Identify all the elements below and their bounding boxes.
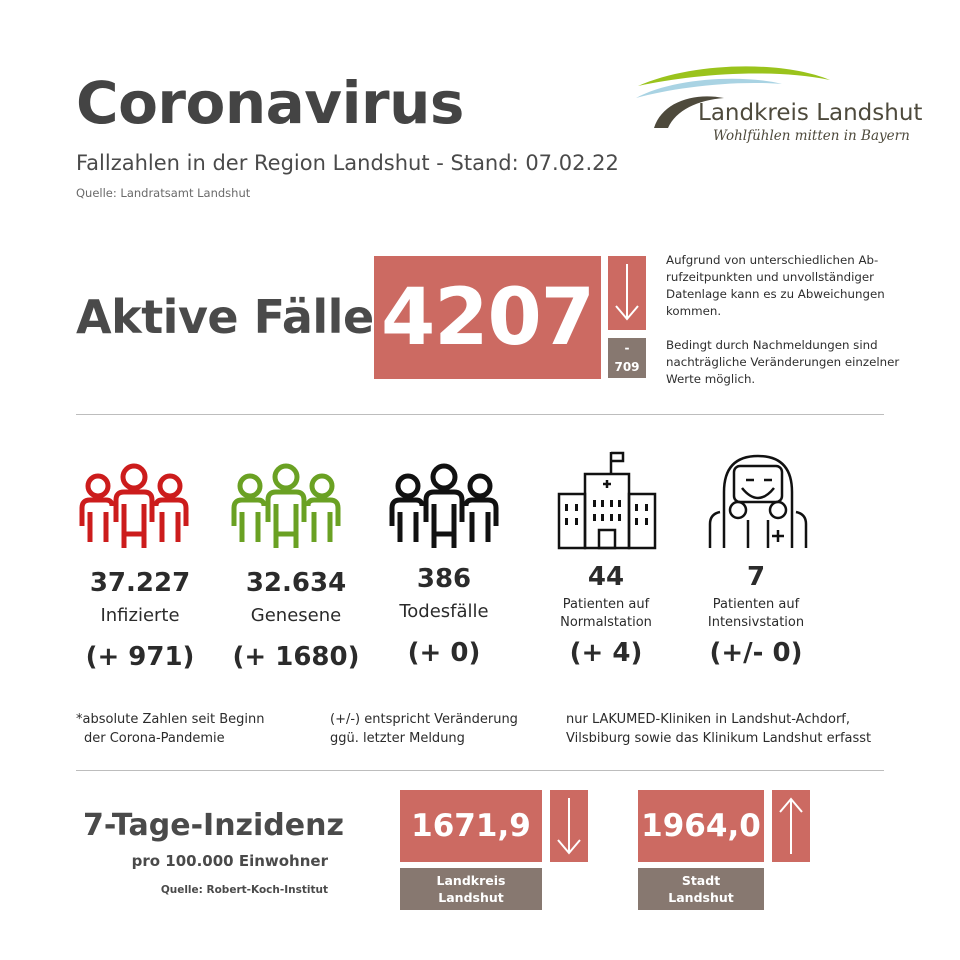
incidence-subtitle: pro 100.000 Einwohner: [131, 852, 328, 870]
deaths-change: (+ 0): [407, 638, 481, 668]
incidence-title: 7-Tage-Inzidenz: [83, 808, 344, 843]
incidence-city-region: [638, 868, 764, 910]
incidence-district-trend: [550, 790, 588, 862]
recovered-change: (+ 1680): [232, 642, 360, 672]
arrow-down-icon: [608, 256, 646, 330]
incidence-city-region-line-2: Landshut: [668, 890, 734, 905]
logo-name: Landkreis Landshut: [698, 100, 923, 126]
recovered-value: 32.634: [245, 568, 347, 598]
people-black-icon: [388, 462, 500, 552]
disclaimer-paragraph-2: Bedingt durch Nachmeldungen sind nachträgliche Veränderungen einzelner Werte möglich.: [666, 338, 900, 386]
incidence-city-region-line-1: Stadt: [681, 873, 721, 888]
divider: [76, 414, 884, 415]
disclaimer-paragraph-1: Aufgrund von unterschiedlichen Ab-rufzeitpunkten und unvollständiger Datenlage kann es zu Abweichungen kommen.: [666, 253, 885, 318]
footnote-hospitals-line-2: Vilsbiburg sowie das Klinikum Landshut erfasst: [566, 731, 872, 746]
hospital-icon: [555, 450, 659, 550]
active-cases-trend: [608, 256, 646, 330]
footnote-absolute: [76, 710, 265, 748]
icu-change: (+/- 0): [709, 638, 803, 668]
footnote-hospitals: [566, 710, 871, 748]
infected-change: (+ 971): [85, 642, 195, 672]
footnote-change-line-2: ggü. letzter Meldung: [330, 731, 465, 746]
source-note: Quelle: Landratsamt Landshut: [76, 186, 251, 200]
infected-value: 37.227: [89, 568, 191, 598]
incidence-source: Quelle: Robert-Koch-Institut: [160, 884, 328, 896]
disclaimer-note: [666, 252, 906, 405]
incidence-city-value: 1964,0: [638, 790, 764, 862]
page-subtitle: Fallzahlen in der Region Landshut - Stand: 07.02.22: [76, 151, 619, 175]
incidence-district-region-line-2: Landshut: [438, 890, 504, 905]
medic-icon: [708, 452, 808, 552]
page-title: Coronavirus: [76, 69, 464, 137]
people-red-icon: [78, 462, 190, 552]
incidence-district-value: 1671,9: [400, 790, 542, 862]
normal-ward-value: 44: [587, 562, 625, 592]
deaths-label: Todesfälle: [399, 601, 489, 622]
normal-ward-label-line-2: Normalstation: [560, 615, 652, 630]
footnote-change: [330, 710, 518, 748]
change-value: 709: [614, 360, 640, 374]
active-cases-value: 4207: [380, 272, 595, 363]
normal-ward-label: [526, 596, 686, 632]
active-cases-change: [608, 338, 646, 378]
icu-label-line-1: Patienten auf: [712, 597, 800, 612]
incidence-district-region: [400, 868, 542, 910]
footnote-hospitals-line-1: nur LAKUMED-Kliniken in Landshut-Achdorf,: [566, 712, 850, 727]
icu-label-line-2: Intensivstation: [707, 615, 805, 630]
incidence-district-region-line-1: Landkreis: [436, 873, 506, 888]
footnote-absolute-line-1: *absolute Zahlen seit Beginn: [76, 712, 265, 727]
divider: [76, 770, 884, 771]
incidence-city-trend: [772, 790, 810, 862]
normal-ward-change: (+ 4): [569, 638, 643, 668]
footnote-absolute-line-2: der Corona-Pandemie: [84, 731, 225, 746]
active-cases-label: Aktive Fälle: [76, 290, 374, 344]
people-green-icon: [230, 462, 342, 552]
icu-label: [676, 596, 836, 632]
normal-ward-label-line-1: Patienten auf: [562, 597, 650, 612]
logo-slogan: Wohlfühlen mitten in Bayern: [713, 128, 910, 144]
arrow-up-icon: [772, 790, 810, 862]
arrow-down-icon: [550, 790, 588, 862]
change-sign: -: [624, 341, 630, 355]
recovered-label: Genesene: [250, 605, 342, 626]
footnote-change-line-1: (+/-) entspricht Veränderung: [330, 712, 518, 727]
infected-label: Infizierte: [100, 605, 180, 626]
icu-value: 7: [746, 562, 766, 592]
deaths-value: 386: [416, 564, 472, 594]
